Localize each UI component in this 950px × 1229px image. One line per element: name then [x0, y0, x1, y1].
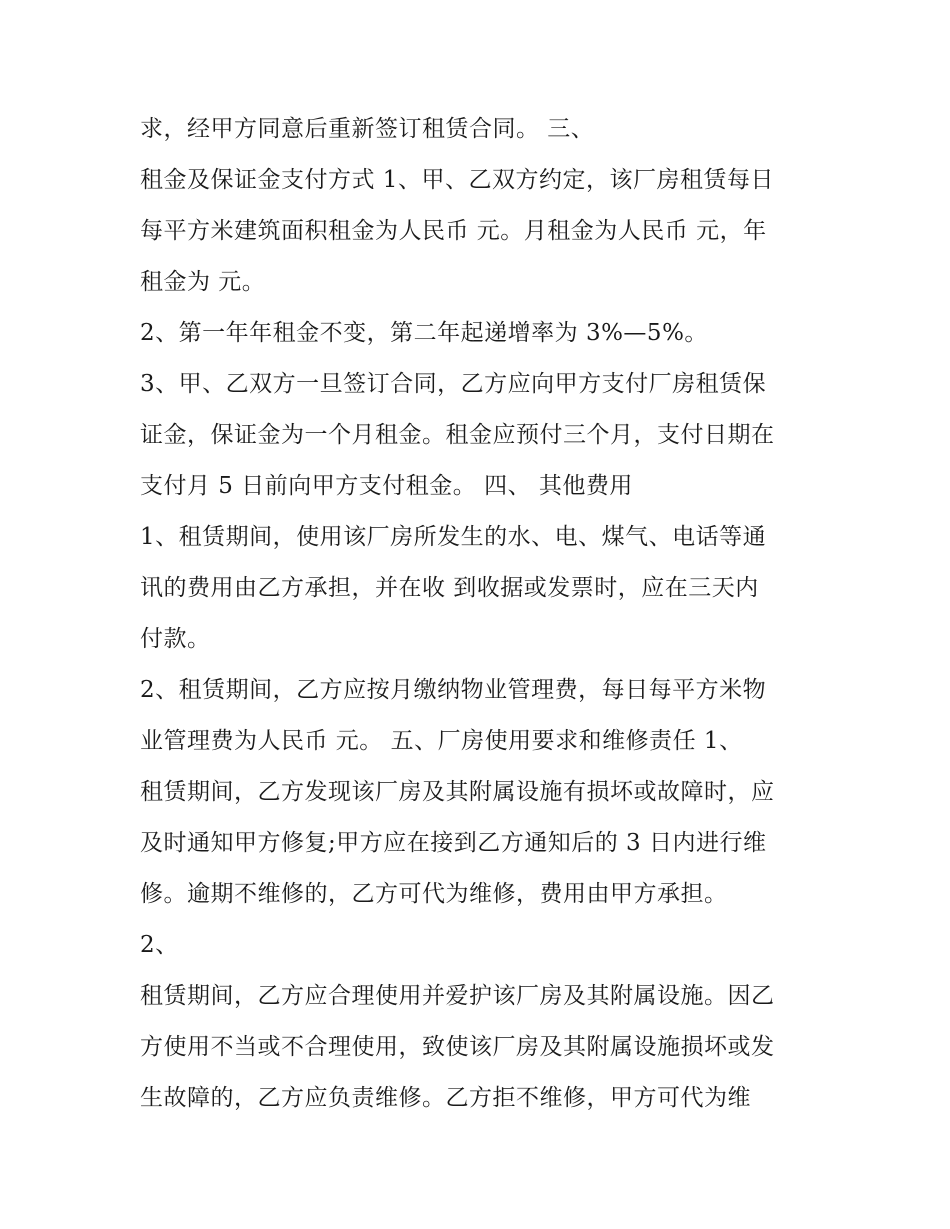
- text-line: 租金及保证金支付方式 1、甲、乙双方约定，该厂房租赁每日: [140, 167, 774, 193]
- text-line: 2、: [140, 932, 179, 958]
- text-line: 讯的费用由乙方承担，并在收 到收据或发票时，应在三天内: [140, 575, 759, 601]
- text-line: 2、第一年年租金不变，第二年起递增率为 3%—5%。: [140, 320, 708, 346]
- text-line: 付款。: [140, 626, 211, 652]
- text-line: 求，经甲方同意后重新签订租赁合同。 三、: [140, 116, 595, 142]
- text-line: 租金为 元。: [140, 269, 266, 295]
- text-line: 证金，保证金为一个月租金。租金应预付三个月，支付日期在: [140, 422, 775, 448]
- text-line: 2、租赁期间，乙方应按月缴纳物业管理费，每日每平方米物: [140, 677, 767, 703]
- text-line: 生故障的，乙方应负责维修。乙方拒不维修，甲方可代为维: [140, 1085, 751, 1111]
- text-line: 每平方米建筑面积租金为人民币 元。月租金为人民币 元，年: [140, 218, 767, 244]
- text-line: 方使用不当或不合理使用，致使该厂房及其附属设施损坏或发: [140, 1034, 775, 1060]
- text-line: 业管理费为人民币 元。 五、厂房使用要求和维修责任 1、: [140, 728, 743, 754]
- text-line: 及时通知甲方修复;甲方应在接到乙方通知后的 3 日内进行维: [140, 830, 767, 856]
- text-line: 修。逾期不维修的，乙方可代为维修，费用由甲方承担。: [140, 881, 728, 907]
- contract-text-block: [140, 104, 830, 1124]
- text-line: 租赁期间，乙方应合理使用并爱护该厂房及其附属设施。因乙: [140, 983, 775, 1009]
- text-line: 3、甲、乙双方一旦签订合同，乙方应向甲方支付厂房租赁保: [140, 371, 767, 397]
- text-line: 租赁期间，乙方发现该厂房及其附属设施有损坏或故障时，应: [140, 779, 775, 805]
- text-line: 支付月 5 日前向甲方支付租金。 四、 其他费用: [140, 473, 633, 499]
- text-line: 1、租赁期间，使用该厂房所发生的水、电、煤气、电话等通: [140, 524, 767, 550]
